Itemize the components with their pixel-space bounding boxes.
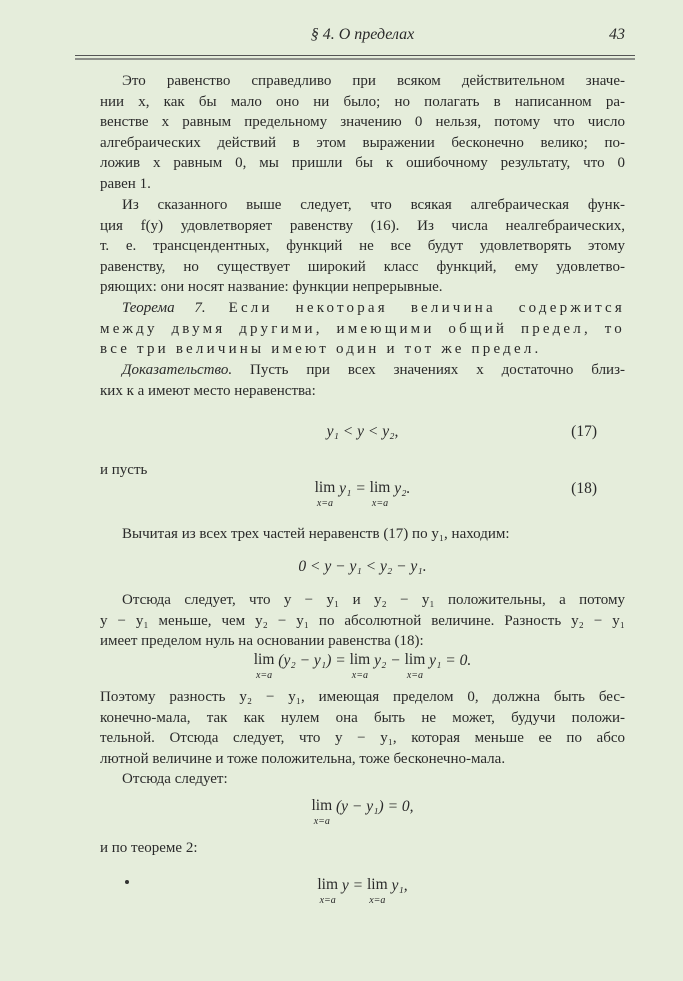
text-line: ких к a имеют место неравенства: (100, 383, 316, 399)
theorem-line: между двумя другими, имеющими общий предел, то (100, 320, 625, 337)
lim-operator: lim (253, 651, 275, 668)
proof-label: Доказательство. (122, 362, 233, 378)
lim-operator: lim (404, 651, 426, 668)
theorem-line: все три величины имеют один и тот же предел. (100, 341, 542, 358)
paragraph-subtract (100, 524, 625, 545)
text-line: Поэтому разность y₂ − y₁, имеющая пределом 0, должна быть бес- (100, 689, 625, 705)
paragraph-hence (100, 590, 625, 652)
paragraph-hence-2 (100, 769, 625, 790)
text-line: Вычитая из всех трех частей неравенств (17) по y₁, находим: (122, 526, 510, 542)
lim-operator: lim (311, 797, 333, 814)
formula-text: y = (341, 877, 364, 894)
lim-operator: lim (369, 479, 391, 496)
lim-operator: lim (366, 876, 388, 893)
theorem-label: Теорема 7. (122, 300, 206, 316)
text-line: нии x, как бы мало оно ни было; но полагать в написанном ра- (100, 93, 625, 110)
formula-text: y₁ = 0. (429, 652, 472, 669)
paragraph-1 (100, 71, 625, 195)
formula-text: y₂. (394, 480, 411, 497)
text-line: Это равенство справедливо при всяком действительном значе- (122, 73, 625, 89)
lim-subscript: x=a (371, 498, 389, 509)
formula-text: y₁, (391, 877, 408, 894)
text-line: Отсюда следует, что y − y₁ и y₂ − y₁ положительны, а потому (122, 592, 625, 608)
paragraph-proof-cont (100, 381, 625, 402)
text-line: тельной. Отсюда следует, что y − y₁, которая меньше ее по абсо (100, 730, 625, 747)
header-rule (75, 55, 635, 56)
text-line: имеет пределом нуль на основании равенства (18): (100, 633, 424, 650)
equation-number: (17) (571, 423, 597, 440)
formula-text: (y₂ − y₁) = (278, 652, 346, 669)
lim-subscript: x=a (406, 670, 424, 681)
lim-operator: lim (349, 651, 371, 668)
paragraph-therefore (100, 687, 625, 769)
formula-18 (100, 480, 625, 512)
lim-subscript: x=a (316, 498, 334, 509)
text-line: и пусть (100, 462, 148, 478)
text-line: ложив x равным 0, мы пришли бы к ошибочному результату, что 0 (100, 155, 625, 172)
text-line: Из сказанного выше следует, что всякая алгебраическая функ- (122, 197, 625, 213)
text-line: лютной величине и тоже положительна, тоже бесконечно-мала. (100, 750, 506, 767)
paragraph-by-theorem (100, 838, 625, 859)
formula-17 (100, 423, 625, 441)
formula-text: (y − y₁) = 0, (336, 798, 414, 815)
lim-subscript: x=a (369, 895, 386, 906)
text-line: равенству, но существует широкий класс функций, ему удовлетво- (100, 258, 625, 275)
lim-subscript: x=a (351, 670, 368, 681)
proof-text: Пусть при всех значениях x достаточно близ- (250, 362, 626, 378)
lim-subscript: x=a (255, 670, 273, 681)
formula-inequality (100, 558, 625, 576)
text-line: алгебраических действий в этом выражении бесконечно велико; по- (100, 134, 625, 151)
text-line: и по теореме 2: (100, 840, 198, 856)
proof (100, 360, 625, 381)
text-line: конечно-мала, так как нулем она быть не может, будучи положи- (100, 709, 625, 726)
proof-line (100, 360, 625, 381)
equation-number: (18) (571, 480, 597, 497)
formula-text: y₂ − (374, 652, 401, 669)
text-line: т. е. трансцендентных, функций не все будут удовлетворять этому (100, 238, 625, 255)
running-header (100, 26, 625, 50)
header-rule-thick (75, 58, 635, 60)
formula-limit-zero (100, 798, 625, 830)
lim-operator: lim (317, 876, 338, 893)
text-line: y − y₁ меньше, чем y₂ − y₁ по абсолютной величине. Разность y₂ − y₁ (100, 612, 625, 629)
lim-subscript: x=a (319, 895, 336, 906)
formula-text: y₁ < y < y₂, (326, 423, 399, 440)
formula-text: 0 < y − y₁ < y₂ − y₁. (298, 558, 427, 575)
section-title: § 4. О пределах (310, 26, 415, 43)
formula-limit-difference (100, 652, 625, 684)
page-number: 43 (609, 26, 625, 43)
theorem-7 (100, 298, 625, 360)
text-line: равен 1. (100, 175, 151, 192)
text-line: ция f(y) удовлетворяет равенству (16). Из числа неалгебраических, (100, 217, 625, 234)
formula-text: y₁ = (339, 480, 366, 497)
text-line: Отсюда следует: (122, 771, 228, 787)
text-line: венстве x равным предельному значению 0 нельзя, потому что число (100, 114, 625, 131)
lim-subscript: x=a (313, 816, 330, 827)
theorem-text: Если некоторая величина содержится (228, 300, 626, 316)
formula-final (100, 877, 625, 909)
theorem-line (100, 298, 625, 319)
paragraph-and-let (100, 460, 625, 481)
paragraph-2 (100, 195, 625, 298)
text-line: ряющих: они носят название: функции непрерывные. (100, 279, 443, 296)
lim-operator: lim (314, 479, 336, 496)
